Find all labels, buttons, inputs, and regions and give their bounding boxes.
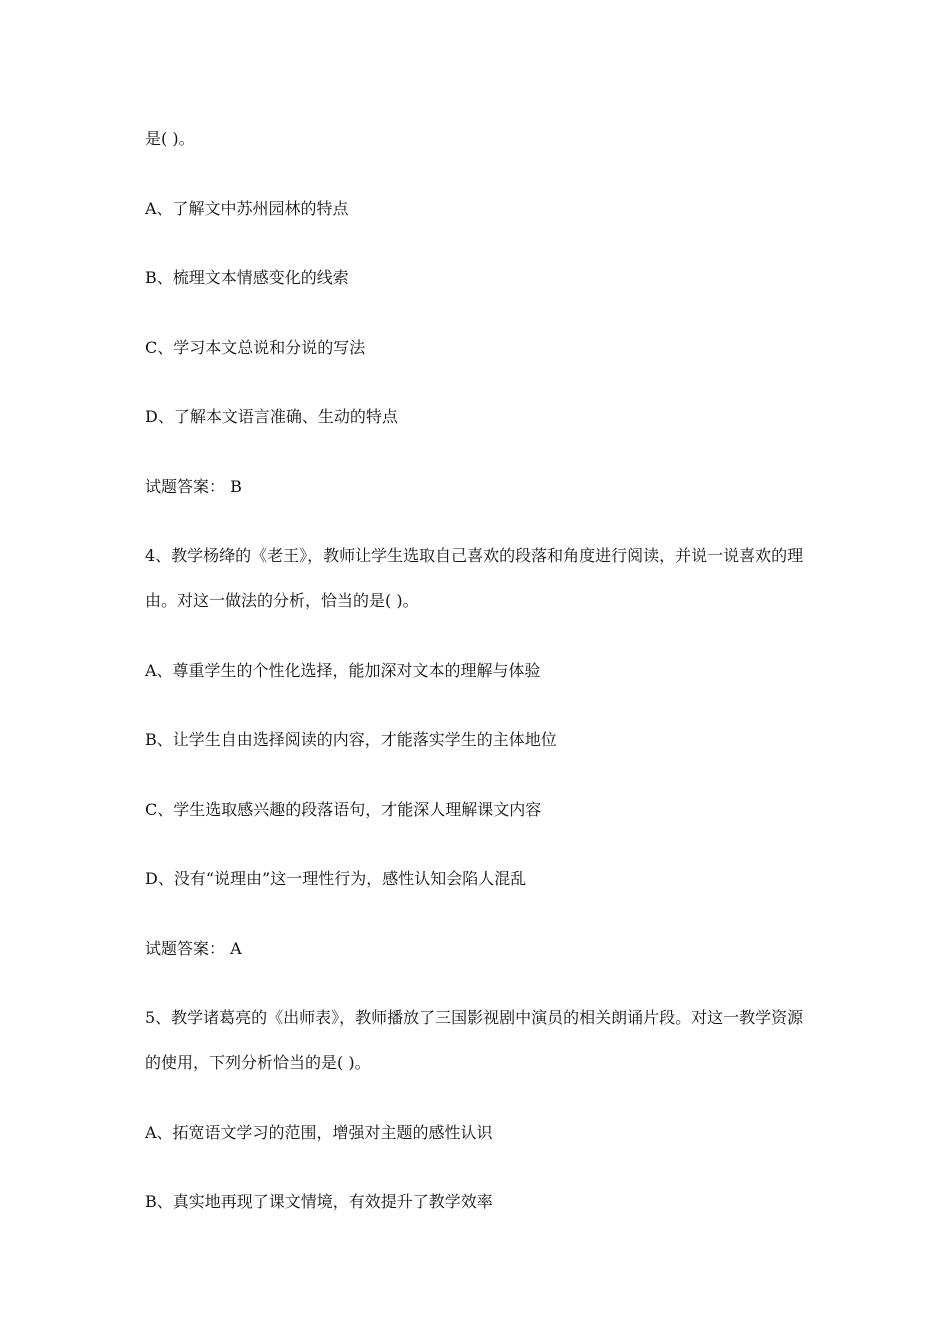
- q5-option-a: A、拓宽语文学习的范围，增强对主题的感性认识: [145, 1123, 493, 1142]
- q3-answer: 试题答案： B: [145, 477, 242, 496]
- q3-option-c: C、学习本文总说和分说的写法: [145, 338, 366, 357]
- q5-stem-line-2: 的使用，下列分析恰当的是( )。: [145, 1053, 371, 1072]
- q3-option-d: D、了解本文语言准确、生动的特点: [145, 407, 398, 426]
- q4-answer: 试题答案： A: [145, 939, 242, 958]
- q4-option-a: A、尊重学生的个性化选择，能加深对文本的理解与体验: [145, 661, 541, 680]
- q4-option-b: B、让学生自由选择阅读的内容，才能落实学生的主体地位: [145, 730, 557, 749]
- q3-option-a: A、了解文中苏州园林的特点: [145, 199, 349, 218]
- q5-stem-line-1: 5、教学诸葛亮的《出师表》，教师播放了三国影视剧中演员的相关朗诵片段。对这一教学资源: [145, 1008, 804, 1027]
- q4-option-d: D、没有“说理由”这一理性行为，感性认知会陷人混乱: [145, 869, 527, 888]
- q4-stem-line-2: 由。对这一做法的分析，恰当的是( )。: [145, 591, 419, 610]
- q4-option-c: C、学生选取感兴趣的段落语句，才能深人理解课文内容: [145, 800, 542, 819]
- q3-stem-tail: 是( )。: [145, 129, 195, 148]
- q4-stem-line-1: 4、教学杨绛的《老王》，教师让学生选取自己喜欢的段落和角度进行阅读，并说一说喜欢的理: [145, 546, 804, 565]
- q5-option-b: B、真实地再现了课文情境，有效提升了教学效率: [145, 1192, 493, 1211]
- q3-option-b: B、梳理文本情感变化的线索: [145, 268, 349, 287]
